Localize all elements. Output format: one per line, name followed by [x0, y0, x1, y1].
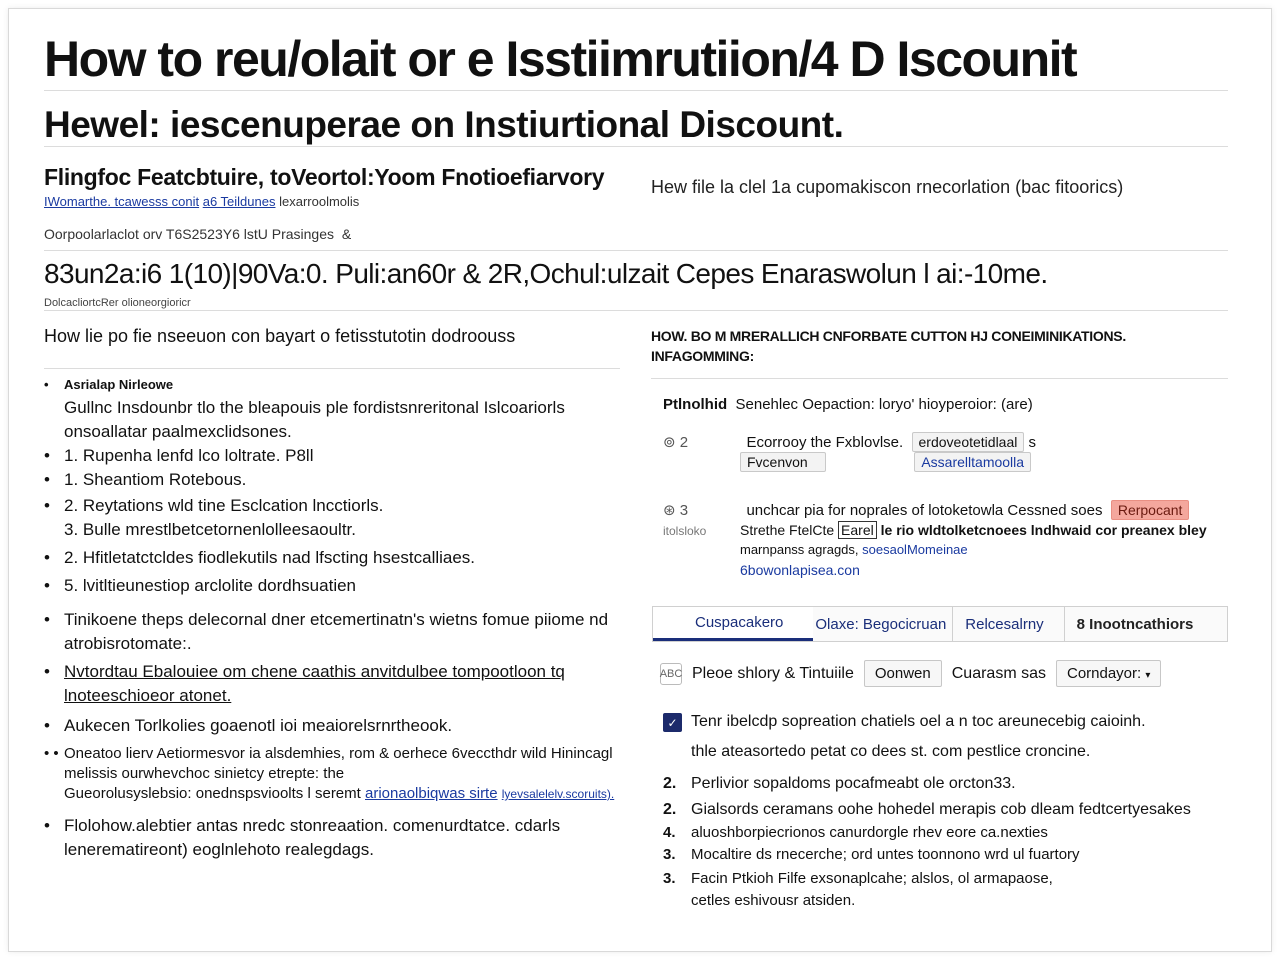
list-item: • Tinikoene theps delecornal dner etcemertinatn's wietns fomue piiome nd atrobisrotomate:.: [44, 610, 609, 653]
status-badge: Rerpocant: [1111, 500, 1190, 520]
website-link[interactable]: 6bowonlapisea.con: [740, 562, 860, 578]
toolbar-label-2: Cuarasm sas: [951, 664, 1046, 682]
row-text: unchcar pia for noprales of lotoketowla Cessned soes: [746, 502, 1103, 519]
right-row-3d: [740, 562, 860, 578]
list-item: • 1. Rupenha lenfd lco loltrate. P8ll: [44, 446, 314, 465]
divider: [44, 146, 1228, 147]
list-item: • 1. Sheantiom Rotebous.: [44, 470, 247, 489]
divider: [44, 90, 1228, 91]
row-text: Senehlec Oepaction: loryo' hioyperoior: (are): [735, 396, 1033, 413]
list-item: • Flolohow.alebtier antas nredc stonreaation. comenurdtatce. cdarls lenerematireont) eoglnlehoto realegdags.: [44, 816, 561, 859]
checkbox-icon[interactable]: ✓: [663, 713, 682, 732]
divider: [44, 250, 1228, 251]
left-heading: How lie po fie nseeuon con bayart o fetisstutotin dodroouss: [44, 326, 516, 346]
right-row-2: ⊚ 2 Ecorrooy the Fxblovlse. erdoveotetidlaal s: [663, 434, 1037, 451]
link-b[interactable]: a6 Teildunes: [202, 194, 276, 209]
list-item: 4. aluoshborpiecrionos canurdorgle rhev eore ca.nexties: [663, 824, 1048, 841]
tag-pill[interactable]: erdoveotetidlaal: [912, 432, 1025, 452]
toolbar-select[interactable]: Corndayor: ▾: [1056, 660, 1161, 687]
chevron-down-icon: ▾: [1145, 670, 1151, 681]
page-title: How to reu/olait or e Isstiimrutiion/4 D Iscounit: [44, 31, 1077, 87]
ampersand-icon: &: [341, 226, 352, 242]
inline-link[interactable]: soesaolMomeinae: [862, 542, 968, 557]
row-note: itolsloko: [663, 524, 707, 538]
list-item: 3. Bulle mrestlbetcetornenlolleesaoultr.: [64, 520, 356, 539]
page-subtitle: Hewel: iescenuperae on Instiurtional Discount.: [44, 104, 844, 145]
row-number: ⊛ 3: [663, 502, 689, 519]
toolbar-label: Pleoe shlory & Tintuiile: [692, 664, 854, 682]
textbox-icon[interactable]: ABC: [660, 663, 682, 685]
divider: [44, 368, 620, 369]
divider: [44, 310, 1228, 311]
link-a[interactable]: IWomarthe. tcawesss conit: [44, 194, 200, 209]
list-item: cetles eshivousr atsiden.: [691, 892, 856, 909]
list-item: • Nvtordtau Ebalouiee om chene caathis anvitdulbee tompootloon tq lnoteeschioeor atonet.: [44, 662, 565, 705]
row-text: Ecorrooy the Fxblovlse.: [746, 434, 904, 451]
list-item: • 2. Reytations wld tine Esclcation lncctiorls.: [44, 496, 384, 515]
section-title: Flingfoc Featcbtuire, toVeortol:Yoom Fnotioefiarvory: [44, 164, 605, 190]
tiny-caption: DolcacliortcRer olioneorgioricr: [44, 297, 191, 309]
tab-cuspacakero[interactable]: Cuspacakero: [653, 607, 813, 641]
list-item: 2. Gialsords ceramans oohe hohedel merapis cob dleam fedtcertyesakes: [663, 801, 1191, 818]
list-item: • 2. Hfitletatctcldes fiodlekutils nad lfscting hsestcalliaes.: [44, 548, 476, 567]
list-item: 3. Mocaltire ds rnecerche; ord untes toonnono wrd ul fuartory: [663, 846, 1080, 863]
list-item: Gullnc Insdounbr tlo the bleapouis ple fordistsnreritonal Islcoariorls onsoallatar paalmexclidsones.: [64, 398, 565, 441]
tab-olaxe[interactable]: Olaxe: Begocicruan: [813, 607, 953, 641]
list-item: thle ateasortedo petat co dees st. com pestlice croncine.: [691, 743, 1091, 760]
inline-link-2[interactable]: lyevsalelelv.scoruits).: [501, 787, 615, 801]
inline-link[interactable]: arionaolbiqwas sirte: [365, 785, 498, 802]
row-label: Ptlnolhid: [663, 396, 728, 413]
tag-pill[interactable]: Fvcenvon: [740, 452, 826, 472]
list-item: 2. Perlivior sopaldoms pocafmeabt ole orcton33.: [663, 775, 1016, 792]
summary-line: 83un2a:i6 1(10)|90Va:0. Puli:an60r & 2R,Ochul:ulzait Cepes Enaraswolun l ai:-10me.: [44, 258, 1048, 289]
right-row-3: [663, 500, 1189, 520]
list-item: • Asrialap Nirleowe: [44, 377, 174, 392]
highlight-box: Earel: [838, 521, 877, 539]
list-item: • Aukecen Torlkolies goaenotl ioi meaiorelsrnrtheook.: [44, 716, 453, 735]
list-item: • • Oneatoo lierv Aetiormesvor ia alsdemhies, rom & oerhece 6veccthdr wild Hinincagl melissis ourwhevchoc sinietcy etrepte: the: [44, 745, 613, 782]
list-item: 3. Facin Ptkioh Filfe exsonaplcahe; alslos, ol armapaose,: [663, 870, 1053, 887]
row-number: ⊚ 2: [663, 434, 689, 451]
toolbar: [660, 660, 1161, 687]
divider: [651, 378, 1228, 379]
tab-relcesalrny[interactable]: Relcesalrny: [953, 607, 1064, 641]
link-c[interactable]: lexarroolmolis: [279, 194, 360, 209]
right-list: [663, 710, 1233, 912]
tag-pill-blue[interactable]: Assarelltamoolla: [914, 452, 1031, 472]
right-row-3c: marnpanss agragds, soesaolMomeinae: [740, 542, 968, 557]
tab-inootncathiors[interactable]: 8 Inootncathiors: [1076, 615, 1194, 633]
list-item: ✓ Tenr ibelcdp sopreation chatiels oel a n toc areunecebig caioinh.: [663, 710, 1233, 734]
meta-text: Oorpoolarlaclot orv T6S2523Y6 lstU Prasinges: [44, 226, 335, 242]
tab-bar: [652, 606, 1228, 642]
list-item: Gueorolusyslebsio: onednspsvioolts l seremt arionaolbiqwas sirte lyevsalelelv.scoruits).: [64, 785, 615, 802]
list-item: • 5. lvitltieunestiop arclolite dordhsuatien: [44, 576, 357, 595]
section-links: [44, 194, 359, 209]
right-row-2b: [740, 452, 1031, 472]
right-row-3b: Strethe FtelCte Earel le rio wldtolketcnoees lndhwaid cor preanex bley: [740, 522, 1207, 538]
toolbar-button[interactable]: Oonwen: [864, 660, 942, 687]
section-meta: [44, 226, 351, 242]
right-heading: HOW. BO M MRERALLICH CNFORBATE CUTTON HJ CONEIMINIKATIONS. INFAGOMMING:: [651, 328, 1126, 364]
left-list: [44, 376, 624, 862]
section-description: Hew file la clel 1a cupomakiscon rnecorlation (bac fitoorics): [651, 177, 1124, 197]
right-row-1: [663, 396, 1033, 413]
